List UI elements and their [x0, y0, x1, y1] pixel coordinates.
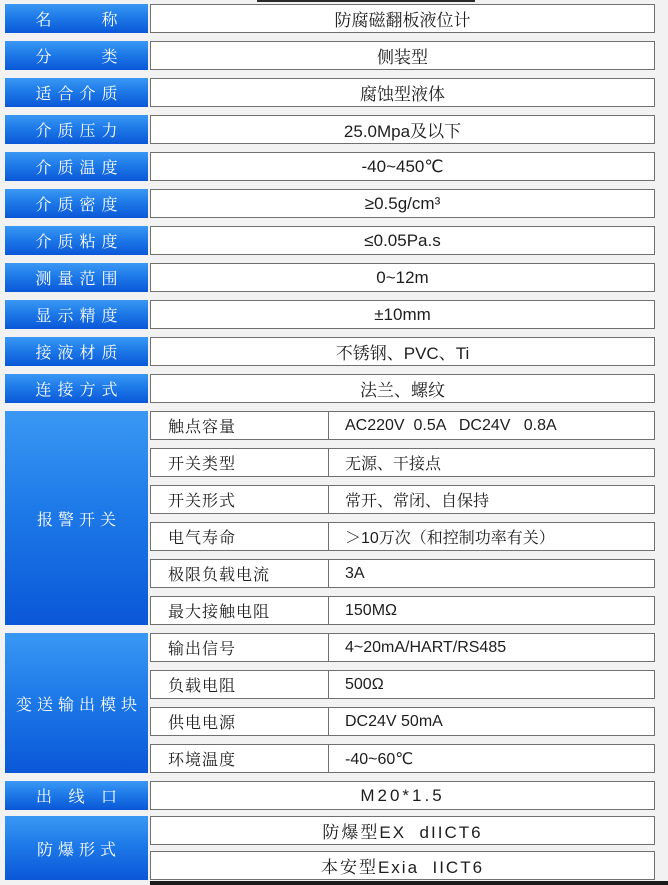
row-label: 接液材质	[5, 337, 148, 366]
group-label: 报警开关	[5, 411, 148, 625]
spec-row-medium-pressure	[5, 115, 668, 144]
subrow-limit-load-current	[150, 559, 655, 588]
explosion-proof-value-exia: 本安型Exia IICT6	[150, 851, 655, 880]
subrow-value: AC220V 0.5A DC24V 0.8A	[345, 416, 557, 434]
transmitter-output-group	[5, 633, 668, 773]
spec-row-suitable-medium	[5, 78, 668, 107]
spec-row-wetted-material	[5, 337, 668, 366]
subrow-ambient-temperature	[150, 744, 655, 773]
row-value: M20*1.5	[150, 781, 655, 810]
subrow-max-contact-resistance	[150, 596, 655, 625]
subrow-name: 触点容量	[151, 412, 329, 439]
group-rows	[150, 633, 655, 773]
subrow-name: 最大接触电阻	[151, 597, 329, 624]
subrow-name: 供电电源	[151, 708, 329, 735]
spec-row-connection-type	[5, 374, 668, 403]
row-label: 介质温度	[5, 152, 148, 181]
subrow-value: 无源、干接点	[345, 456, 442, 473]
row-label: 适合介质	[5, 78, 148, 107]
subrow-name: 极限负载电流	[151, 560, 329, 587]
subrow-value: 500Ω	[345, 675, 384, 693]
row-value: 法兰、螺纹	[150, 374, 655, 403]
subrow-switch-form	[150, 485, 655, 514]
row-value: ±10mm	[150, 300, 655, 329]
row-value: 防腐磁翻板液位计	[150, 4, 655, 33]
subrow-value: DC24V 50mA	[345, 712, 443, 730]
row-value: 0~12m	[150, 263, 655, 292]
row-value: 25.0Mpa及以下	[150, 115, 655, 144]
spec-row-name	[5, 4, 668, 33]
subrow-contact-capacity	[150, 411, 655, 440]
explosion-proof-group	[5, 816, 668, 880]
subrow-output-signal	[150, 633, 655, 662]
spec-row-medium-density	[5, 189, 668, 218]
row-value: 腐蚀型液体	[150, 78, 655, 107]
row-label: 测量范围	[5, 263, 148, 292]
spec-row-display-accuracy	[5, 300, 668, 329]
subrow-name: 开关类型	[151, 449, 329, 476]
subrow-name: 负载电阻	[151, 671, 329, 698]
row-label: 出 线 口	[5, 781, 148, 810]
subrow-name: 电气寿命	[151, 523, 329, 550]
subrow-value: 常开、常闭、自保持	[345, 493, 490, 510]
row-label: 介质压力	[5, 115, 148, 144]
subrow-name: 输出信号	[151, 634, 329, 661]
subrow-value: 150MΩ	[345, 601, 397, 619]
subrow-value: -40~60℃	[345, 750, 414, 768]
subrow-load-resistance	[150, 670, 655, 699]
group-rows	[150, 816, 655, 880]
row-label: 分 类	[5, 41, 148, 70]
subrow-switch-type	[150, 448, 655, 477]
subrow-electrical-life	[150, 522, 655, 551]
spec-row-measuring-range	[5, 263, 668, 292]
subrow-power-supply	[150, 707, 655, 736]
row-value: 侧装型	[150, 41, 655, 70]
spec-row-medium-viscosity	[5, 226, 668, 255]
row-value: ≤0.05Pa.s	[150, 226, 655, 255]
row-value: 不锈钢、PVC、Ti	[150, 337, 655, 366]
subrow-name: 开关形式	[151, 486, 329, 513]
group-label: 变送输出模块	[5, 633, 148, 773]
subrow-value: ＞10万次（和控制功率有关）	[345, 530, 555, 547]
group-label: 防爆形式	[5, 816, 148, 880]
row-label: 显示精度	[5, 300, 148, 329]
group-rows	[150, 411, 655, 625]
top-cutoff-line	[257, 0, 475, 2]
explosion-proof-value-ex: 防爆型EX dIICT6	[150, 816, 655, 845]
spec-row-cable-outlet	[5, 781, 668, 810]
bottom-cutoff-bar	[150, 881, 668, 885]
row-label: 介质粘度	[5, 226, 148, 255]
spec-row-category	[5, 41, 668, 70]
row-label: 连接方式	[5, 374, 148, 403]
row-label: 名 称	[5, 4, 148, 33]
alarm-switch-group	[5, 411, 668, 625]
subrow-value: 4~20mA/HART/RS485	[345, 638, 507, 656]
subrow-value: 3A	[345, 564, 365, 582]
row-value: -40~450℃	[150, 152, 655, 181]
row-label: 介质密度	[5, 189, 148, 218]
subrow-name: 环境温度	[151, 745, 329, 772]
spec-row-medium-temperature	[5, 152, 668, 181]
row-value: ≥0.5g/cm³	[150, 189, 655, 218]
